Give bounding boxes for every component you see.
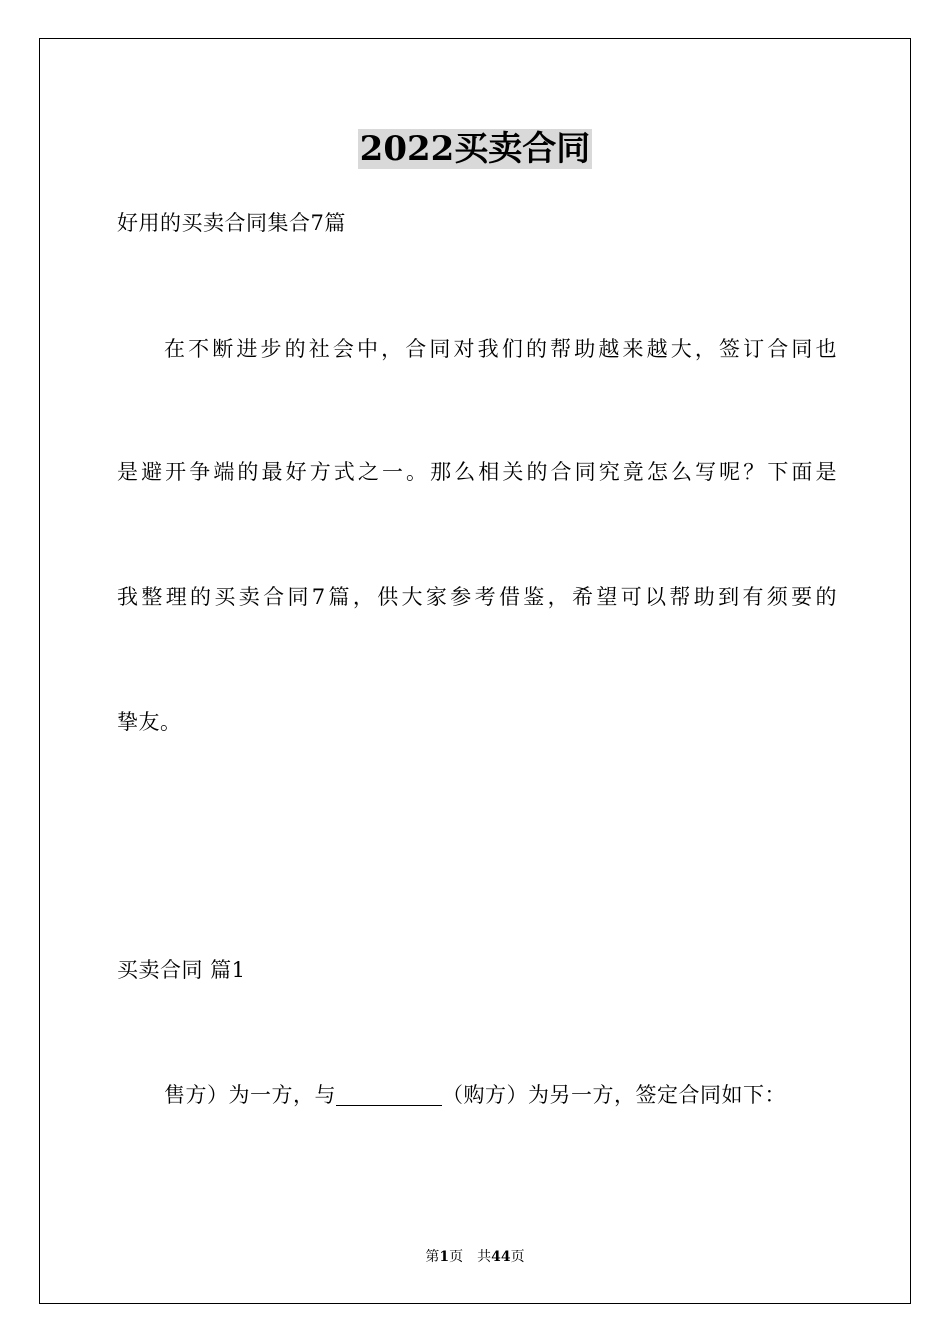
footer-page-total: 44 [491, 1249, 511, 1265]
clause-line [117, 1080, 837, 1110]
page-footer [0, 1247, 950, 1267]
clause-after-blank: （购方）为另一方，签定合同如下： [442, 1083, 786, 1107]
footer-page-prefix: 第 [425, 1249, 440, 1265]
document-title [0, 126, 950, 172]
document-subtitle: 好用的买卖合同集合7篇 [117, 211, 346, 235]
footer-page-number: 1 [439, 1249, 450, 1265]
section-heading: 买卖合同 篇1 [117, 958, 246, 982]
intro-line-4: 挚友。 [117, 710, 182, 734]
clause-before-blank: 售方）为一方，与 [164, 1083, 336, 1107]
document-title-text: 2022买卖合同 [359, 129, 591, 169]
intro-line-1: 在不断进步的社会中，合同对我们的帮助越来越大，签订合同也 [164, 337, 837, 361]
intro-line-2: 是避开争端的最好方式之一。那么相关的合同究竟怎么写呢？下面是 [117, 460, 837, 484]
footer-page-suffix: 页 [510, 1249, 525, 1265]
fill-in-blank[interactable] [336, 1085, 442, 1106]
intro-line-3: 我整理的买卖合同7篇，供大家参考借鉴，希望可以帮助到有须要的 [117, 585, 837, 609]
footer-page-mid: 页 共 [449, 1249, 492, 1265]
